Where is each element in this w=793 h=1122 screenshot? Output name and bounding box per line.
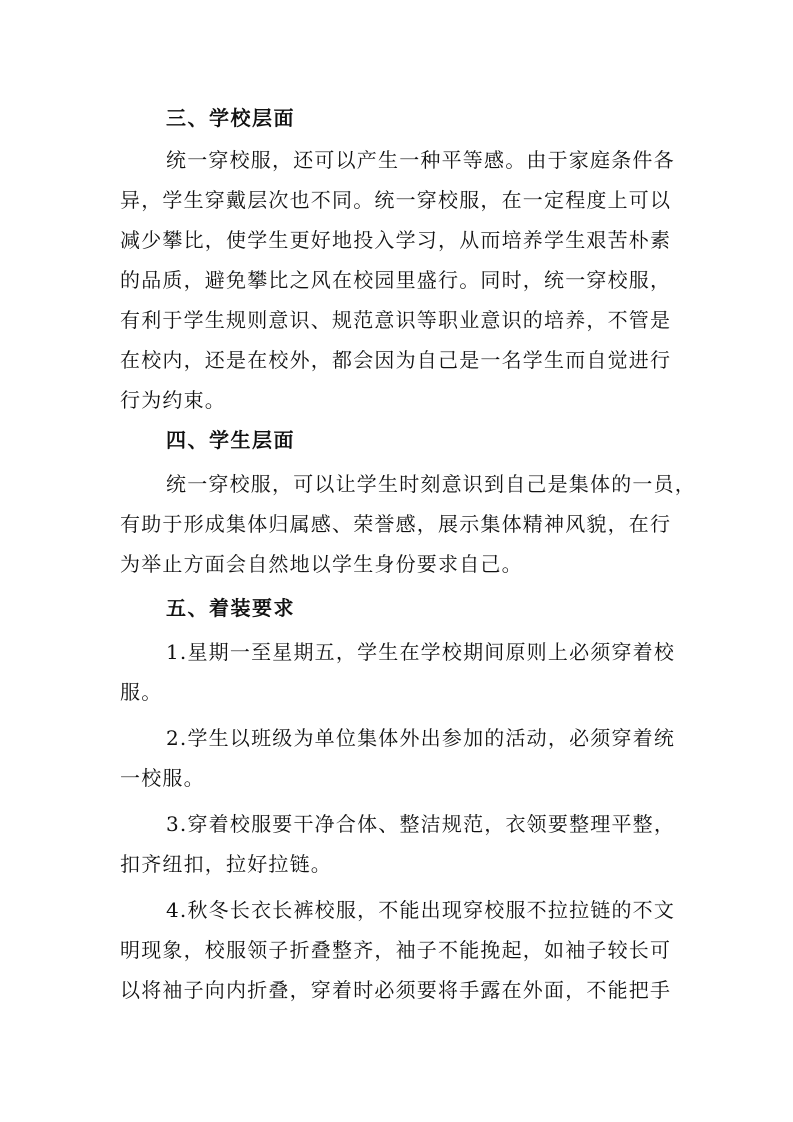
list-item-line: 4.秋冬长衣长裤校服，不能出现穿校服不拉拉链的不文 <box>166 898 676 922</box>
paragraph-line: 为举止方面会自然地以学生身份要求自己。 <box>120 552 523 576</box>
section-heading: 三、学校层面 <box>166 106 295 130</box>
paragraph-line: 在校内，还是在校外，都会因为自己是一名学生而自觉进行 <box>120 348 672 372</box>
list-item-line: 3.穿着校服要干净合体、整洁规范，衣领要整理平整， <box>166 812 676 836</box>
paragraph-line: 的品质，避免攀比之风在校园里盛行。同时，统一穿校服， <box>120 268 672 292</box>
list-item-line: 一校服。 <box>120 766 205 790</box>
paragraph-line: 异，学生穿戴层次也不同。统一穿校服，在一定程度上可以 <box>120 188 672 212</box>
section-heading: 五、着装要求 <box>166 596 295 620</box>
list-item-line: 扣齐纽扣，拉好拉链。 <box>120 852 332 876</box>
paragraph-line: 有利于学生规则意识、规范意识等职业意识的培养，不管是 <box>120 308 672 332</box>
paragraph-line: 统一穿校服，可以让学生时刻意识到自己是集体的一员， <box>166 472 696 496</box>
list-item-line: 明现象，校服领子折叠整齐，袖子不能挽起，如袖子较长可 <box>120 938 672 962</box>
paragraph-line: 减少攀比，使学生更好地投入学习，从而培养学生艰苦朴素 <box>120 228 672 252</box>
paragraph-line: 统一穿校服，还可以产生一种平等感。由于家庭条件各 <box>166 148 675 172</box>
list-item-line: 1.星期一至星期五，学生在学校期间原则上必须穿着校 <box>166 640 676 664</box>
paragraph-line: 有助于形成集体归属感、荣誉感，展示集体精神风貌，在行 <box>120 512 672 536</box>
list-item-line: 服。 <box>120 680 163 704</box>
section-heading: 四、学生层面 <box>166 428 295 452</box>
list-item-line: 以将袖子向内折叠，穿着时必须要将手露在外面，不能把手 <box>120 978 672 1002</box>
paragraph-line: 行为约束。 <box>120 388 226 412</box>
list-item-line: 2.学生以班级为单位集体外出参加的活动，必须穿着统 <box>166 726 676 750</box>
